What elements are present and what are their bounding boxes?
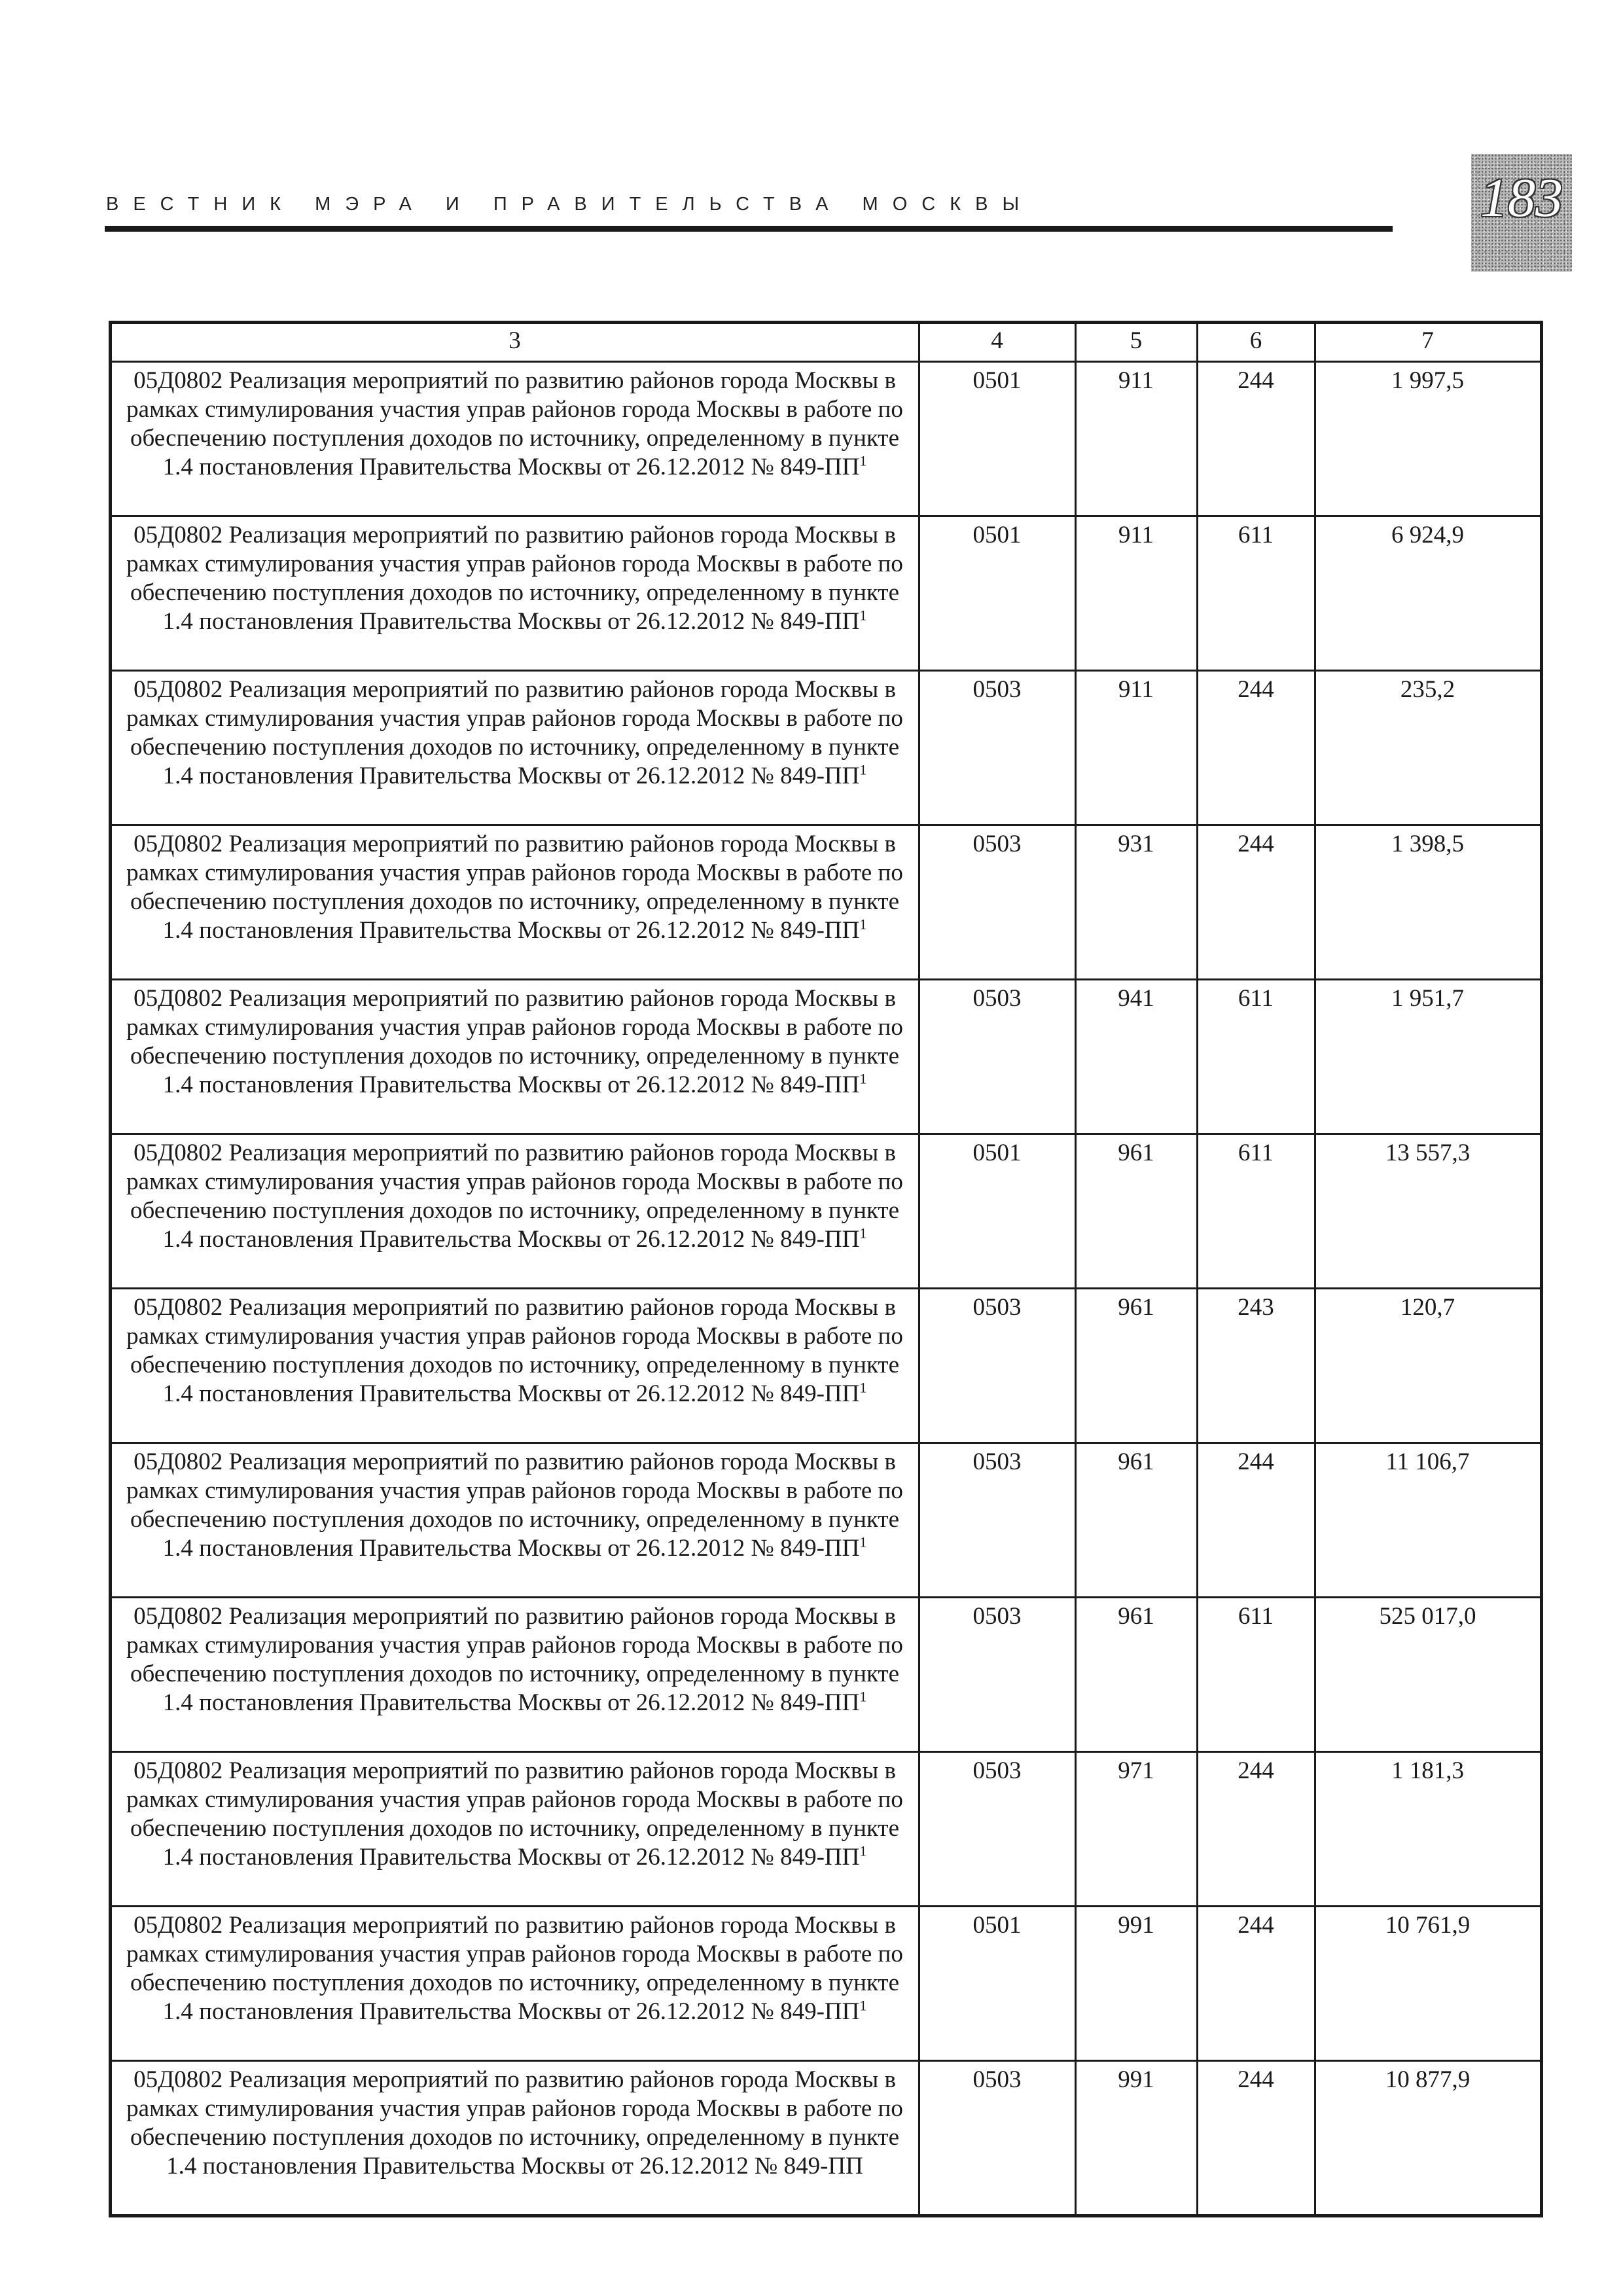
expense-type-code: 611 xyxy=(1197,980,1315,1134)
row-description-text: 05Д0802 Реализация мероприятий по развитию районов города Москвы в рамках стимулирования участия управ районов города Москвы в работе по обеспечению поступления доходов по источнику, определенному в пункте 1.4 постановления Правительства Москвы от 26.12.2012 № 849-ПП xyxy=(126,1294,903,1407)
row-description xyxy=(110,362,919,516)
row-description xyxy=(110,1598,919,1752)
column-header: 3 xyxy=(110,323,919,362)
row-description xyxy=(110,2061,919,2216)
table-row xyxy=(106,2061,1541,2216)
ministry-code: 911 xyxy=(1075,671,1197,825)
section-code: 0503 xyxy=(919,2061,1075,2216)
ministry-code: 931 xyxy=(1075,825,1197,980)
ministry-code: 961 xyxy=(1075,1289,1197,1443)
section-code: 0503 xyxy=(919,1598,1075,1752)
amount: 1 398,5 xyxy=(1315,825,1541,980)
amount: 11 106,7 xyxy=(1315,1443,1541,1598)
row-description xyxy=(110,1752,919,1907)
section-code: 0501 xyxy=(919,516,1075,671)
table-row xyxy=(106,1598,1541,1752)
row-description xyxy=(110,1134,919,1289)
expense-type-code: 611 xyxy=(1197,1134,1315,1289)
amount: 1 951,7 xyxy=(1315,980,1541,1134)
budget-table xyxy=(106,321,1543,2217)
header-rule xyxy=(105,226,1393,232)
page-number-badge xyxy=(1471,154,1572,272)
ministry-code: 911 xyxy=(1075,362,1197,516)
section-code: 0501 xyxy=(919,1907,1075,2061)
amount: 10 761,9 xyxy=(1315,1907,1541,2061)
row-description-text: 05Д0802 Реализация мероприятий по развитию районов города Москвы в рамках стимулирования участия управ районов города Москвы в работе по обеспечению поступления доходов по источнику, определенному в пункте 1.4 постановления Правительства Москвы от 26.12.2012 № 849-ПП xyxy=(126,1757,903,1871)
table-row xyxy=(106,1443,1541,1598)
row-description-text: 05Д0802 Реализация мероприятий по развитию районов города Москвы в рамках стимулирования участия управ районов города Москвы в работе по обеспечению поступления доходов по источнику, определенному в пункте 1.4 постановления Правительства Москвы от 26.12.2012 № 849-ПП xyxy=(126,1448,903,1562)
ministry-code: 961 xyxy=(1075,1443,1197,1598)
column-header: 6 xyxy=(1197,323,1315,362)
ministry-code: 991 xyxy=(1075,2061,1197,2216)
row-description-text: 05Д0802 Реализация мероприятий по развитию районов города Москвы в рамках стимулирования участия управ районов города Москвы в работе по обеспечению поступления доходов по источнику, определенному в пункте 1.4 постановления Правительства Москвы от 26.12.2012 № 849-ПП xyxy=(126,831,903,944)
footnote-marker: 1 xyxy=(859,1997,867,2014)
expense-type-code: 611 xyxy=(1197,1598,1315,1752)
row-description-text: 05Д0802 Реализация мероприятий по развитию районов города Москвы в рамках стимулирования участия управ районов города Москвы в работе по обеспечению поступления доходов по источнику, определенному в пункте 1.4 постановления Правительства Москвы от 26.12.2012 № 849-ПП xyxy=(126,1139,903,1253)
amount: 10 877,9 xyxy=(1315,2061,1541,2216)
amount: 1 181,3 xyxy=(1315,1752,1541,1907)
ministry-code: 941 xyxy=(1075,980,1197,1134)
page-number: 183 xyxy=(1480,168,1563,228)
column-header: 5 xyxy=(1075,323,1197,362)
table-body xyxy=(106,323,1541,2216)
footnote-marker: 1 xyxy=(859,1688,867,1705)
table-row xyxy=(106,1907,1541,2061)
column-header: 4 xyxy=(919,323,1075,362)
amount: 120,7 xyxy=(1315,1289,1541,1443)
amount: 6 924,9 xyxy=(1315,516,1541,671)
row-description-text: 05Д0802 Реализация мероприятий по развитию районов города Москвы в рамках стимулирования участия управ районов города Москвы в работе по обеспечению поступления доходов по источнику, определенному в пункте 1.4 постановления Правительства Москвы от 26.12.2012 № 849-ПП xyxy=(126,1912,903,2025)
footnote-marker: 1 xyxy=(859,452,867,469)
expense-type-code: 244 xyxy=(1197,1752,1315,1907)
expense-type-code: 244 xyxy=(1197,2061,1315,2216)
amount: 1 997,5 xyxy=(1315,362,1541,516)
expense-type-code: 244 xyxy=(1197,825,1315,980)
section-code: 0501 xyxy=(919,362,1075,516)
footnote-marker: 1 xyxy=(859,607,867,624)
amount: 235,2 xyxy=(1315,671,1541,825)
row-description xyxy=(110,671,919,825)
section-code: 0503 xyxy=(919,1752,1075,1907)
section-code: 0503 xyxy=(919,671,1075,825)
row-description xyxy=(110,1443,919,1598)
expense-type-code: 611 xyxy=(1197,516,1315,671)
row-description-text: 05Д0802 Реализация мероприятий по развитию районов города Москвы в рамках стимулирования участия управ районов города Москвы в работе по обеспечению поступления доходов по источнику, определенному в пункте 1.4 постановления Правительства Москвы от 26.12.2012 № 849-ПП xyxy=(126,1603,903,1716)
expense-type-code: 244 xyxy=(1197,1907,1315,2061)
row-description xyxy=(110,825,919,980)
table-row xyxy=(106,1752,1541,1907)
amount: 13 557,3 xyxy=(1315,1134,1541,1289)
footnote-marker: 1 xyxy=(859,1225,867,1242)
table-row xyxy=(106,671,1541,825)
table-row xyxy=(106,825,1541,980)
section-code: 0501 xyxy=(919,1134,1075,1289)
table-row xyxy=(106,1134,1541,1289)
table-row xyxy=(106,980,1541,1134)
expense-type-code: 244 xyxy=(1197,1443,1315,1598)
expense-type-code: 243 xyxy=(1197,1289,1315,1443)
row-description-text: 05Д0802 Реализация мероприятий по развитию районов города Москвы в рамках стимулирования участия управ районов города Москвы в работе по обеспечению поступления доходов по источнику, определенному в пункте 1.4 постановления Правительства Москвы от 26.12.2012 № 849-ПП xyxy=(126,367,903,480)
footnote-marker: 1 xyxy=(859,1070,867,1087)
ministry-code: 911 xyxy=(1075,516,1197,671)
row-description xyxy=(110,980,919,1134)
journal-title: ВЕСТНИК МЭРА И ПРАВИТЕЛЬСТВА МОСКВЫ xyxy=(106,194,1034,215)
row-description-text: 05Д0802 Реализация мероприятий по развитию районов города Москвы в рамках стимулирования участия управ районов города Москвы в работе по обеспечению поступления доходов по источнику, определенному в пункте 1.4 постановления Правительства Москвы от 26.12.2012 № 849-ПП xyxy=(126,522,903,635)
column-header: 7 xyxy=(1315,323,1541,362)
expense-type-code: 244 xyxy=(1197,362,1315,516)
section-code: 0503 xyxy=(919,825,1075,980)
table-row xyxy=(106,1289,1541,1443)
footnote-marker: 1 xyxy=(859,1534,867,1551)
footnote-marker: 1 xyxy=(859,1842,867,1859)
row-description-text: 05Д0802 Реализация мероприятий по развитию районов города Москвы в рамках стимулирования участия управ районов города Москвы в работе по обеспечению поступления доходов по источнику, определенному в пункте 1.4 постановления Правительства Москвы от 26.12.2012 № 849-ПП xyxy=(126,676,903,789)
footnote-marker: 1 xyxy=(859,916,867,933)
row-description-text: 05Д0802 Реализация мероприятий по развитию районов города Москвы в рамках стимулирования участия управ районов города Москвы в работе по обеспечению поступления доходов по источнику, определенному в пункте 1.4 постановления Правительства Москвы от 26.12.2012 № 849-ПП xyxy=(126,2066,903,2179)
table-header-row xyxy=(106,323,1541,362)
amount: 525 017,0 xyxy=(1315,1598,1541,1752)
table-row xyxy=(106,362,1541,516)
ministry-code: 961 xyxy=(1075,1134,1197,1289)
ministry-code: 971 xyxy=(1075,1752,1197,1907)
row-description xyxy=(110,1907,919,2061)
footnote-marker: 1 xyxy=(859,1379,867,1396)
expense-type-code: 244 xyxy=(1197,671,1315,825)
section-code: 0503 xyxy=(919,1289,1075,1443)
ministry-code: 961 xyxy=(1075,1598,1197,1752)
row-description xyxy=(110,516,919,671)
section-code: 0503 xyxy=(919,980,1075,1134)
ministry-code: 991 xyxy=(1075,1907,1197,2061)
table-row xyxy=(106,516,1541,671)
footnote-marker: 1 xyxy=(859,761,867,778)
section-code: 0503 xyxy=(919,1443,1075,1598)
row-description xyxy=(110,1289,919,1443)
row-description-text: 05Д0802 Реализация мероприятий по развитию районов города Москвы в рамках стимулирования участия управ районов города Москвы в работе по обеспечению поступления доходов по источнику, определенному в пункте 1.4 постановления Правительства Москвы от 26.12.2012 № 849-ПП xyxy=(126,985,903,1098)
